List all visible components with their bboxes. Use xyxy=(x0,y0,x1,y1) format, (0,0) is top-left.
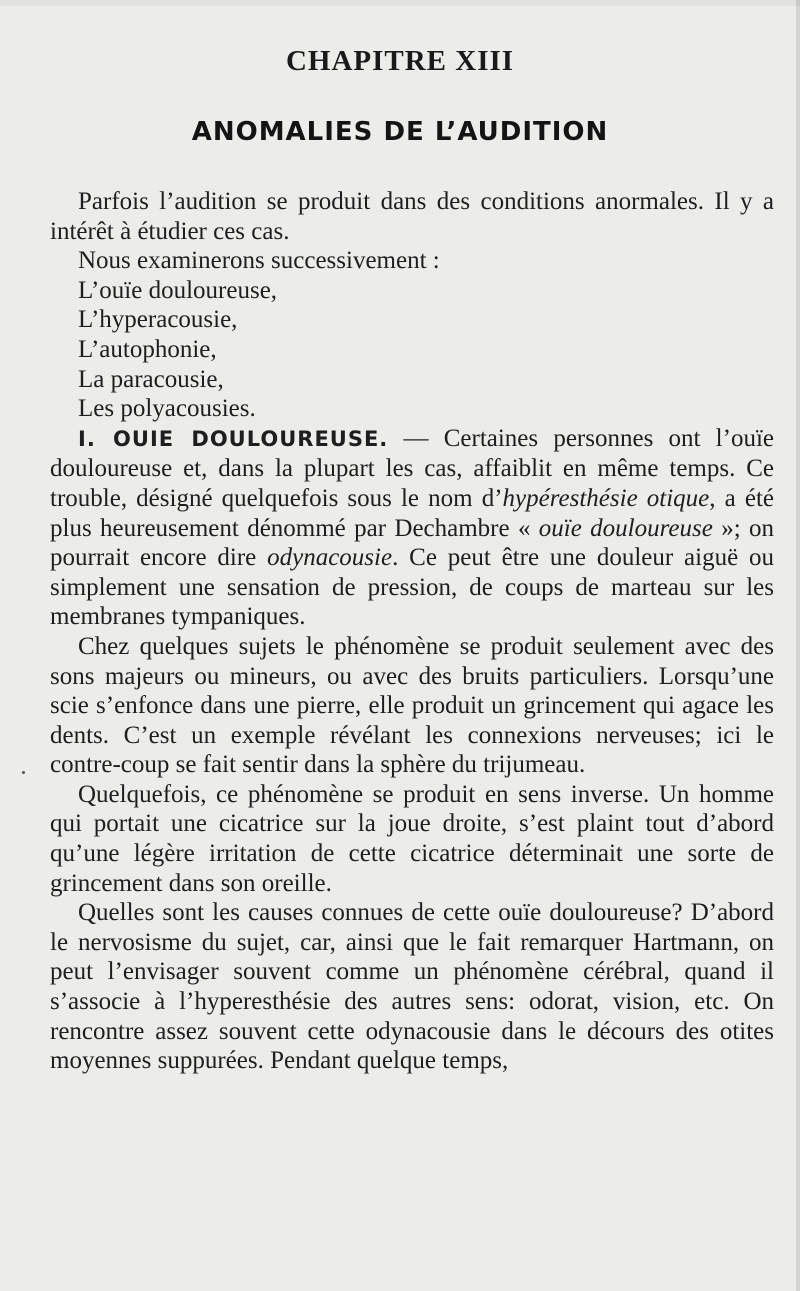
term-italic: odynacousie xyxy=(267,544,393,572)
margin-speck xyxy=(22,771,25,774)
anomaly-list xyxy=(50,276,774,424)
section-1-text-c: , a été plus heureusement dénommé par Dechambre « xyxy=(50,484,775,542)
section-1-text-a: — Certaines personnes ont l’ouïe douloureuse et, dans la plupart les cas, affaiblit en même temps. Ce trouble, désigné quelquefois sous le nom d’ xyxy=(50,424,774,512)
section-1-text-g: . Ce peut être une douleur aiguë ou simplement une sensation de pression, de coups de marteau sur les membranes tympaniques. xyxy=(50,544,774,631)
term-italic: ouïe douloureuse xyxy=(538,514,713,542)
paragraph: Quelles sont les causes connues de cette ouïe douloureuse? D’abord le nervosisme du sujet, car, ainsi que le fait remarquer Hartmann, on peut l’envisager souvent comme un phénomène cérébral, quand il s’associe à l’hyperesthésie des autres sens: odorat, vision, etc. On rencontre assez souvent cette odynacousie dans le décours des otites moyennes suppurées. Pendant quelque temps, xyxy=(50,899,774,1075)
paragraph: Chez quelques sujets le phénomène se produit seulement avec des sons majeurs ou mineurs, ou avec des bruits particuliers. Lorsqu’une scie s’enfonce dans une pierre, elle produit un grincement qui agace les dents. C’est un exemple révélant les connexions nerveuses; ici le contre-coup se fait sentir dans la sphère du trijumeau. xyxy=(50,632,774,779)
intro-paragraph: Parfois l’audition se produit dans des conditions anormales. Il y a intérêt à étudier ces cas. xyxy=(50,188,774,245)
chapter-title: ANOMALIES DE L’AUDITION xyxy=(191,117,609,147)
list-item: Les polyacousies. xyxy=(78,395,256,423)
intro-list-lead: Nous examinerons successivement : xyxy=(78,247,440,275)
paragraph: Quelquefois, ce phénomène se produit en sens inverse. Un homme qui portait une cicatrice sur la joue droite, s’est plaint tout d’abord qu’une légère irritation de cette cicatrice déterminait une sorte de grincement dans son oreille. xyxy=(50,780,774,897)
section-heading: I. OUIE DOULOUREUSE. xyxy=(78,426,389,451)
body-text xyxy=(50,187,774,1076)
list-item: La paracousie, xyxy=(78,365,224,393)
list-item: L’ouïe douloureuse, xyxy=(78,276,278,304)
chapter-number: CHAPITRE XIII xyxy=(285,45,515,77)
list-item: L’hyperacousie, xyxy=(78,306,238,334)
section-1-text-e: »; on pourrait encore dire xyxy=(50,514,774,572)
term-italic: hypéresthésie otique xyxy=(502,484,710,512)
section-1-paragraph xyxy=(50,424,774,632)
list-item: L’autophonie, xyxy=(78,335,217,363)
